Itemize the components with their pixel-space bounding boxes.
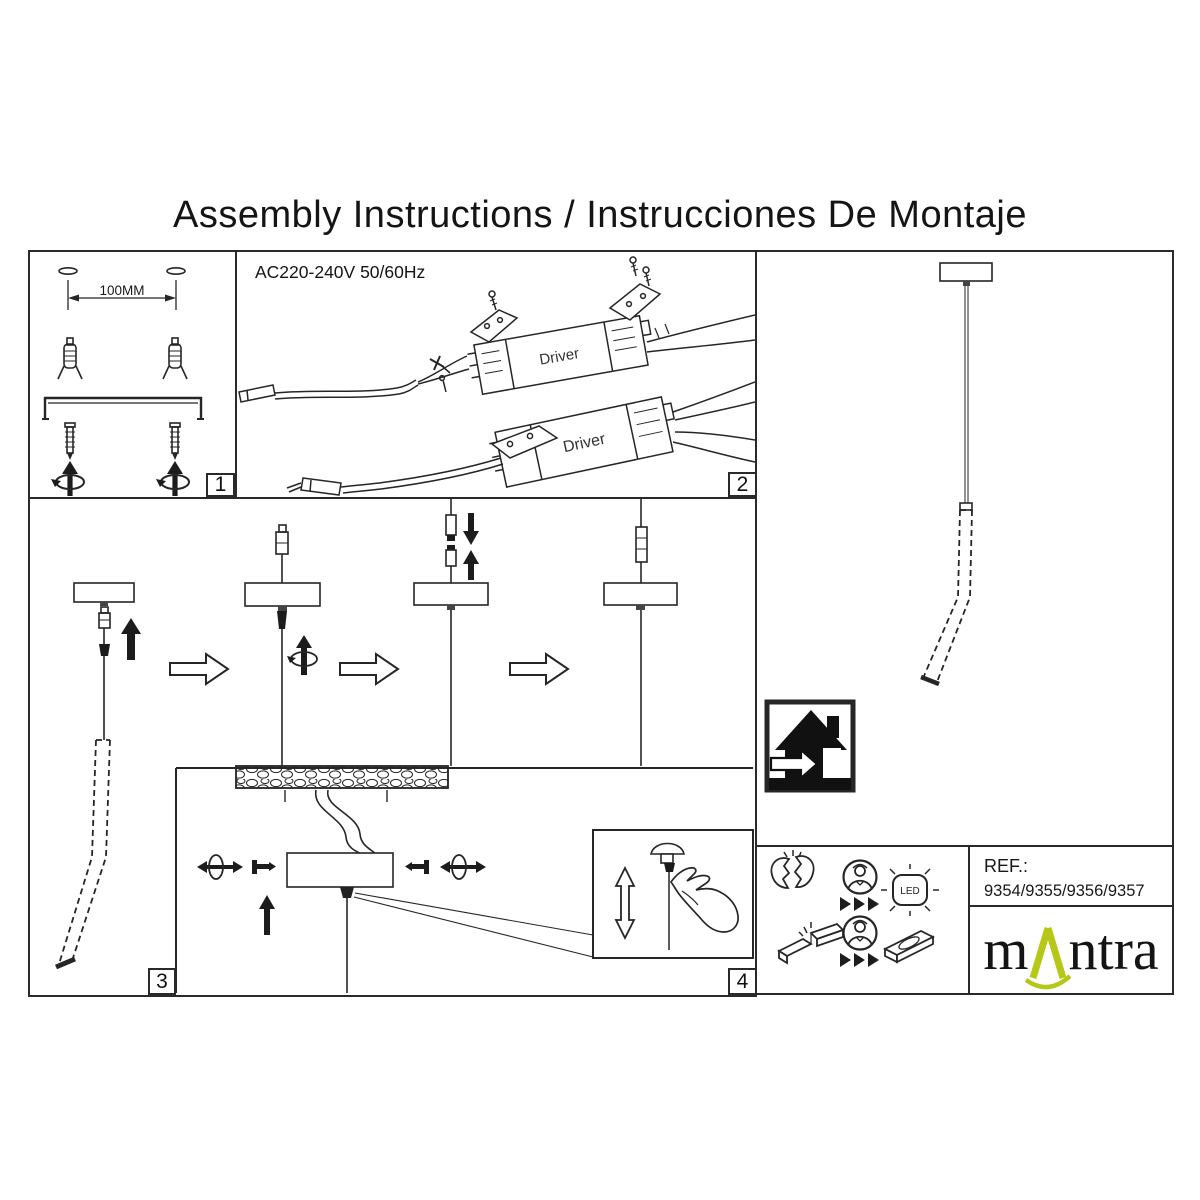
screw-icon <box>170 423 180 460</box>
brand-text-suffix: ntra <box>1068 917 1159 982</box>
replace-arrows-icon <box>840 953 879 967</box>
mounting-diagram <box>30 252 235 497</box>
driver-label: Driver <box>561 430 607 457</box>
next-step-arrow-icon <box>170 654 228 684</box>
mounting-bracket <box>471 310 517 342</box>
ceiling-canopy <box>287 853 393 993</box>
tube-tip <box>921 677 939 684</box>
brand-lambda-icon <box>1025 924 1071 992</box>
screw-turn-arrow-icon <box>51 461 84 496</box>
step-canopy <box>74 583 134 606</box>
wire <box>341 458 503 493</box>
broken-driver-icon <box>779 922 843 963</box>
tube-tip <box>56 959 75 967</box>
cable-gland <box>277 611 287 629</box>
next-step-arrow-icon <box>510 654 568 684</box>
rotate-arrow-icon <box>440 855 486 879</box>
panel-3-number: 3 <box>148 968 176 995</box>
step-canopy <box>245 583 320 611</box>
reference-label: REF.: <box>984 856 1029 876</box>
screw-turn-arrow-icon <box>156 461 189 496</box>
driver-label: Driver <box>538 344 581 369</box>
drill-hole-icon <box>167 268 185 274</box>
panel-product-overview <box>755 250 1174 847</box>
assembly-sequence-diagram <box>30 499 755 995</box>
screw-icon <box>65 423 75 460</box>
wall-plug-icon <box>58 338 82 379</box>
panel-3-assembly-steps <box>28 497 757 997</box>
step-canopy <box>414 583 488 610</box>
dimension-label: 100MM <box>99 283 145 298</box>
led-driver-icon <box>885 931 933 962</box>
tube-holder <box>960 503 972 510</box>
screw-icon <box>489 291 497 310</box>
technician-icon <box>844 917 877 950</box>
pendant-tube-dashed <box>59 740 110 964</box>
led-label: LED <box>900 886 920 897</box>
broken-lamp-icon <box>771 850 813 888</box>
led-lamp-icon <box>881 864 939 916</box>
rotate-arrow-icon <box>197 855 243 879</box>
reference-numbers: 9354/9355/9356/9357 <box>984 882 1145 900</box>
callout-line <box>354 893 593 957</box>
driver-wiring-diagram <box>237 252 755 497</box>
cable-connector <box>99 607 110 740</box>
safety-icons <box>757 847 968 993</box>
up-arrow-icon <box>121 618 141 660</box>
pendant-canopy <box>940 263 992 286</box>
wall-plug-icon <box>163 338 187 379</box>
wire <box>647 315 755 352</box>
voltage-rating: AC220-240V 50/60Hz <box>255 262 426 282</box>
drill-hole-icon <box>59 268 77 274</box>
up-arrow-icon <box>259 895 275 935</box>
pendant-tube-dashed <box>924 510 972 682</box>
mounting-bracket <box>42 398 204 419</box>
indoor-use-icon <box>767 702 853 790</box>
screw-icon <box>405 860 429 874</box>
cable-connector <box>636 527 647 583</box>
dimension-100mm <box>68 280 176 310</box>
panel-safety-icons <box>755 845 970 995</box>
mounting-bracket <box>610 284 660 320</box>
brand-logo <box>970 907 1172 993</box>
panel-brand <box>968 905 1174 995</box>
next-step-arrow-icon <box>340 654 398 684</box>
wire-connector <box>287 478 341 495</box>
panel-4-number: 4 <box>728 968 757 995</box>
cable-connector <box>446 515 456 583</box>
rotate-arrow-icon <box>287 635 317 675</box>
wire-connector <box>239 385 275 402</box>
wire <box>673 382 755 462</box>
step-canopy <box>604 583 677 610</box>
pendant-lamp-drawing <box>757 252 1172 845</box>
technician-icon <box>844 861 877 894</box>
page-title: Assembly Instructions / Instrucciones De Montaje <box>172 194 1027 236</box>
screw-icon <box>630 257 638 276</box>
panel-2-wiring <box>235 250 757 499</box>
screw-icon <box>252 860 276 874</box>
replace-arrows-icon <box>840 897 879 911</box>
pendant-cable <box>965 286 968 503</box>
ceiling-cross-section <box>236 766 448 802</box>
panel-1-mounting <box>28 250 237 499</box>
wire <box>316 790 377 855</box>
brand-text-prefix: m <box>983 917 1029 982</box>
panel-2-number: 2 <box>728 472 757 497</box>
panel-reference <box>968 845 1174 907</box>
cable-connector <box>276 525 288 583</box>
panel-1-number: 1 <box>206 473 235 497</box>
screw-icon <box>643 267 651 286</box>
join-arrows-icon <box>463 513 479 580</box>
